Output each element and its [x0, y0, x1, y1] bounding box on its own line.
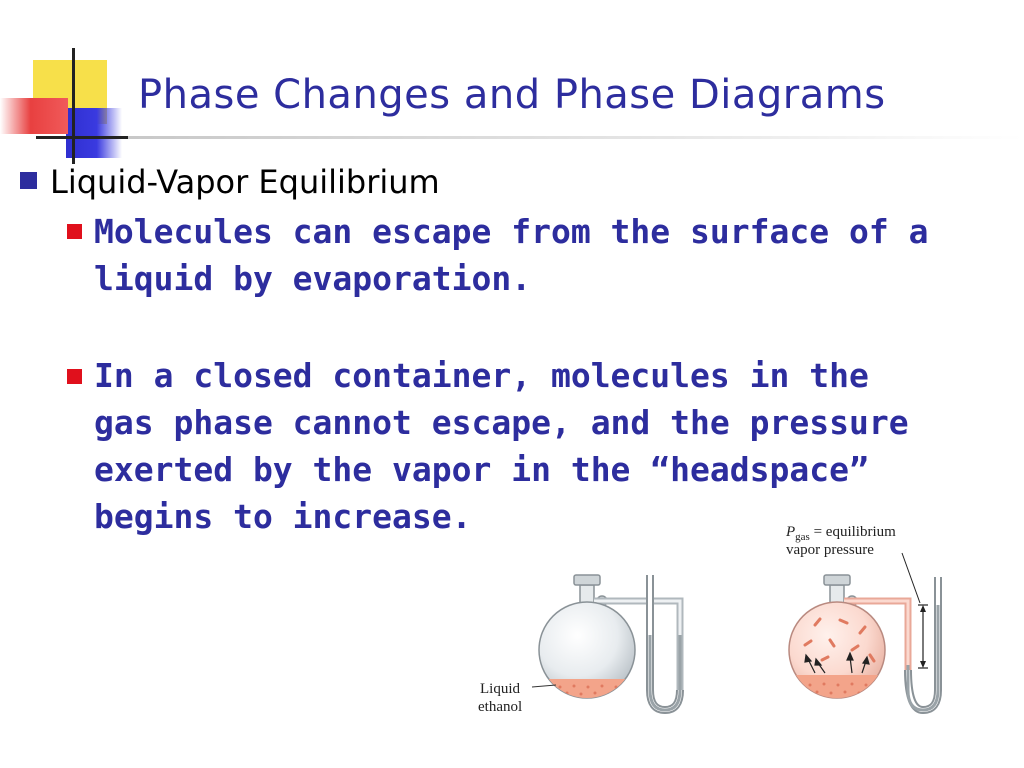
title-underline-rule: [128, 136, 1024, 139]
section-heading: Liquid-Vapor Equilibrium: [50, 163, 440, 201]
label-liquid: Liquid: [480, 681, 520, 697]
decor-vertical-line: [72, 48, 75, 164]
label-gas-subscript: gas: [795, 531, 810, 543]
label-vapor-pressure: vapor pressure: [786, 542, 874, 558]
label-ethanol: ethanol: [478, 699, 523, 715]
level1-bullet-icon: [20, 172, 37, 189]
label-pgas-equilibrium: [785, 524, 896, 543]
label-equilibrium: = equilibrium: [809, 524, 896, 540]
bullet-text-closed-container: In a closed container, molecules in the gas phase cannot escape, and the pressure exerted by the vapor in the “headspace” begins to increase.: [94, 356, 909, 536]
decor-horizontal-line: [36, 136, 128, 139]
flask-right: [780, 553, 938, 710]
bullet-text-evaporation: Molecules can escape from the surface of a liquid by evaporation.: [94, 212, 929, 298]
slide-title: Phase Changes and Phase Diagrams: [138, 72, 886, 118]
level2-bullet-icon: [67, 369, 82, 384]
level2-bullet-icon: [67, 224, 82, 239]
flask-left: [530, 575, 680, 710]
vapor-pressure-figure: [470, 515, 950, 720]
label-p-symbol: P: [786, 524, 796, 540]
decor-red-block: [0, 98, 68, 134]
